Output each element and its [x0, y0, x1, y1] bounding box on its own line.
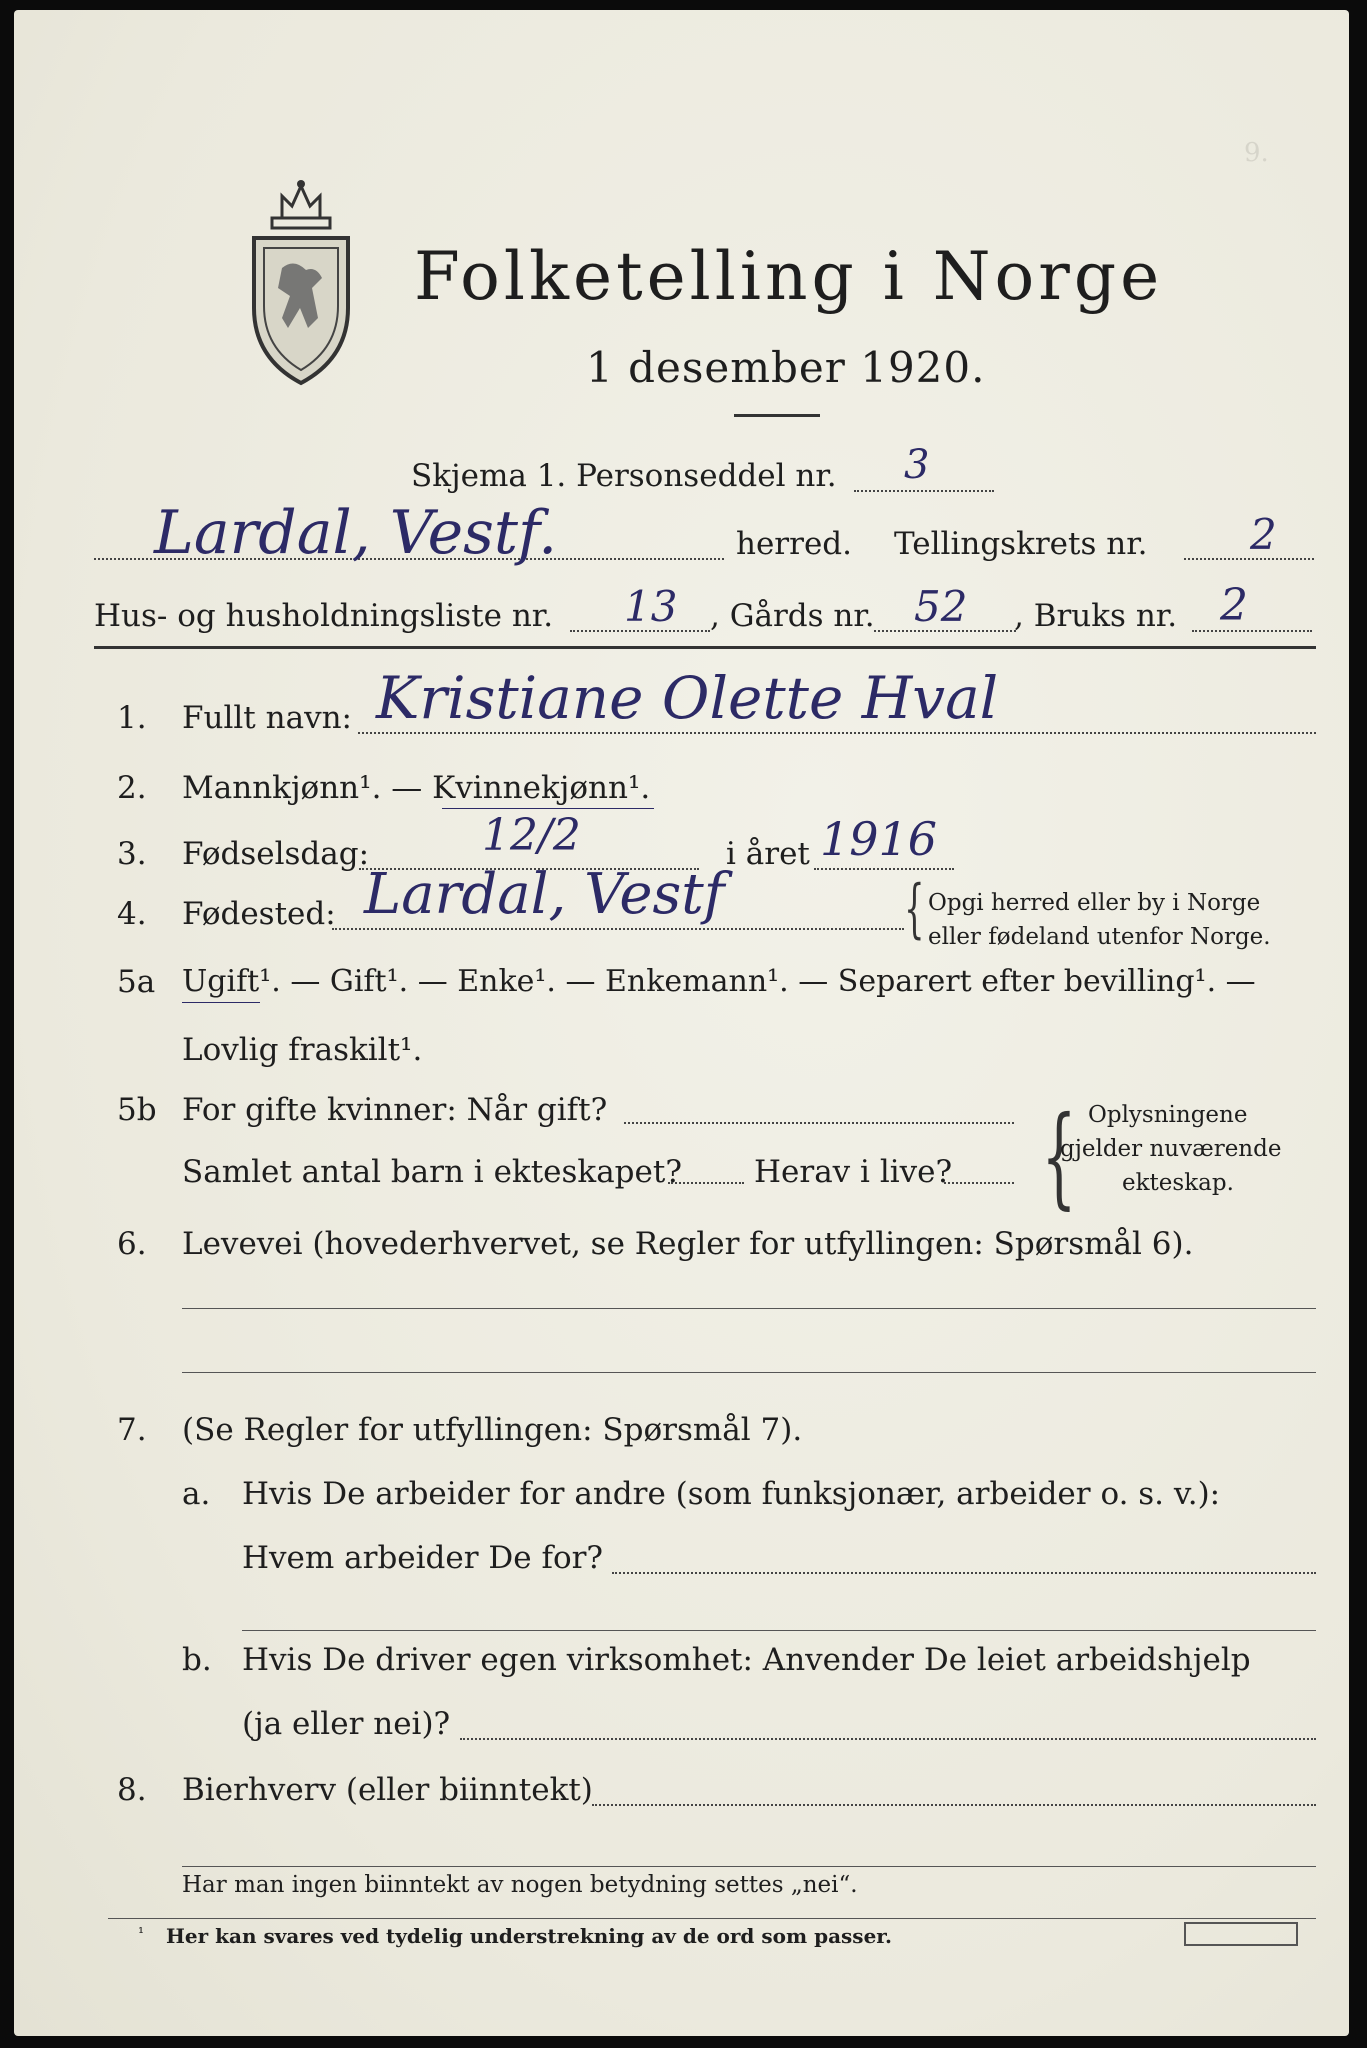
- q5b-label-3: Herav i live?: [754, 1154, 953, 1190]
- birthdate-value[interactable]: 12/2: [482, 810, 581, 861]
- title-divider: [734, 414, 820, 417]
- printer-stamp: [1184, 1922, 1298, 1946]
- q3-year-line: [814, 868, 954, 870]
- q4-label: Fødested:: [182, 896, 336, 932]
- q8-line: [592, 1804, 1316, 1806]
- q4-note-2: eller fødeland utenfor Norge.: [928, 924, 1271, 950]
- bruks-label: , Bruks nr.: [1014, 598, 1178, 634]
- full-name-value[interactable]: Kristiane Olette Hval: [376, 664, 999, 732]
- form-title: Folketelling i Norge: [414, 238, 1164, 315]
- q5a-label: Ugift¹. — Gift¹. — Enke¹. — Enkemann¹. — Separert efter bevilling¹. —: [182, 964, 1256, 999]
- q1-label: Fullt navn:: [182, 700, 352, 736]
- kvinnekjonn-underline: [442, 808, 654, 809]
- q4-brace: {: [904, 872, 925, 946]
- birth-year-value[interactable]: 1916: [820, 812, 938, 866]
- q7a-line: [612, 1572, 1316, 1574]
- q7a-line-2: [242, 1630, 1316, 1631]
- q8-label: Bierhverv (eller biinntekt): [182, 1772, 593, 1808]
- q6-line-1: [182, 1308, 1316, 1309]
- q6-label: Levevei (hovederhvervet, se Regler for utfyllingen: Spørsmål 6).: [182, 1226, 1194, 1262]
- q6-line-2: [182, 1372, 1316, 1373]
- q7a-label-2: Hvem arbeider De for?: [242, 1540, 604, 1576]
- birthplace-value[interactable]: Lardal, Vestf: [364, 862, 725, 927]
- q7b-label-2: (ja eller nei)?: [242, 1706, 451, 1742]
- footnote-mark: ¹: [138, 1924, 145, 1942]
- herred-value[interactable]: Lardal, Vestf.: [154, 498, 558, 568]
- q5b-note-3: ekteskap.: [1122, 1170, 1234, 1196]
- q5b-label: For gifte kvinner: Når gift?: [182, 1092, 608, 1128]
- gards-label: , Gårds nr.: [710, 598, 875, 634]
- footnote-text: Her kan svares ved tydelig understrekning av de ord som passer.: [166, 1924, 892, 1948]
- header-divider: [94, 646, 1316, 649]
- tellingskrets-value[interactable]: 2: [1250, 510, 1277, 559]
- q7-label: (Se Regler for utfyllingen: Spørsmål 7).: [182, 1412, 803, 1448]
- q3-label: Fødselsdag:: [182, 836, 370, 872]
- schema-label: Skjema 1. Personseddel nr.: [411, 458, 837, 494]
- q5b-brace: {: [1041, 1092, 1077, 1220]
- q4-number: 4.: [117, 896, 147, 932]
- q7a-label: Hvis De arbeider for andre (som funksjonær, arbeider o. s. v.):: [242, 1476, 1221, 1512]
- q1-line: [358, 732, 1316, 734]
- q2-label: Mannkjønn¹. — Kvinnekjønn¹.: [182, 770, 651, 806]
- census-form-page: [14, 10, 1349, 2036]
- form-date: 1 desember 1920.: [586, 343, 986, 392]
- q7b-label: Hvis De driver egen virksomhet: Anvender De leiet arbeidshjelp: [242, 1642, 1251, 1678]
- q6-number: 6.: [117, 1226, 147, 1262]
- tellingskrets-line: [1184, 558, 1314, 560]
- q3-year-label: i året: [726, 836, 810, 872]
- footer-divider: [108, 1918, 1316, 1919]
- coat-of-arms-icon: [242, 178, 360, 388]
- q7-number: 7.: [117, 1412, 147, 1448]
- personseddel-value[interactable]: 3: [904, 442, 930, 488]
- q8-line-2: [182, 1866, 1316, 1867]
- gards-value[interactable]: 52: [914, 582, 968, 631]
- personseddel-line: [854, 490, 994, 492]
- q5a-label-2: Lovlig fraskilt¹.: [182, 1032, 423, 1068]
- q5b-label-2: Samlet antal barn i ekteskapet?: [182, 1154, 682, 1190]
- q5b-children-line: [668, 1182, 744, 1184]
- q5b-number: 5b: [117, 1092, 157, 1128]
- q7a-number: a.: [182, 1476, 211, 1512]
- q4-line: [332, 928, 904, 930]
- q5b-note-1: Oplysningene: [1088, 1102, 1248, 1128]
- bruks-line: [1192, 630, 1312, 632]
- q3-number: 3.: [117, 836, 147, 872]
- hus-value[interactable]: 13: [624, 582, 678, 631]
- herred-label: herred.: [736, 526, 852, 562]
- q7b-number: b.: [182, 1642, 212, 1678]
- q5a-number: 5a: [117, 964, 156, 1000]
- q2-number: 2.: [117, 770, 147, 806]
- q7b-line: [460, 1738, 1316, 1740]
- hus-label: Hus- og husholdningsliste nr.: [94, 598, 554, 634]
- q8-number: 8.: [117, 1772, 147, 1808]
- q5b-note-2: gjelder nuværende: [1060, 1136, 1282, 1162]
- q5b-alive-line: [944, 1182, 1014, 1184]
- q5b-when-line: [624, 1122, 1014, 1124]
- bruks-value[interactable]: 2: [1220, 580, 1248, 631]
- tellingskrets-label: Tellingskrets nr.: [894, 526, 1148, 562]
- footer-note: Har man ingen biinntekt av nogen betydning settes „nei“.: [182, 1872, 858, 1898]
- show-through-text: 9.: [1244, 138, 1269, 168]
- q4-note-1: Opgi herred eller by i Norge: [928, 890, 1261, 916]
- ugift-underline: [182, 1002, 260, 1003]
- q1-number: 1.: [117, 700, 147, 736]
